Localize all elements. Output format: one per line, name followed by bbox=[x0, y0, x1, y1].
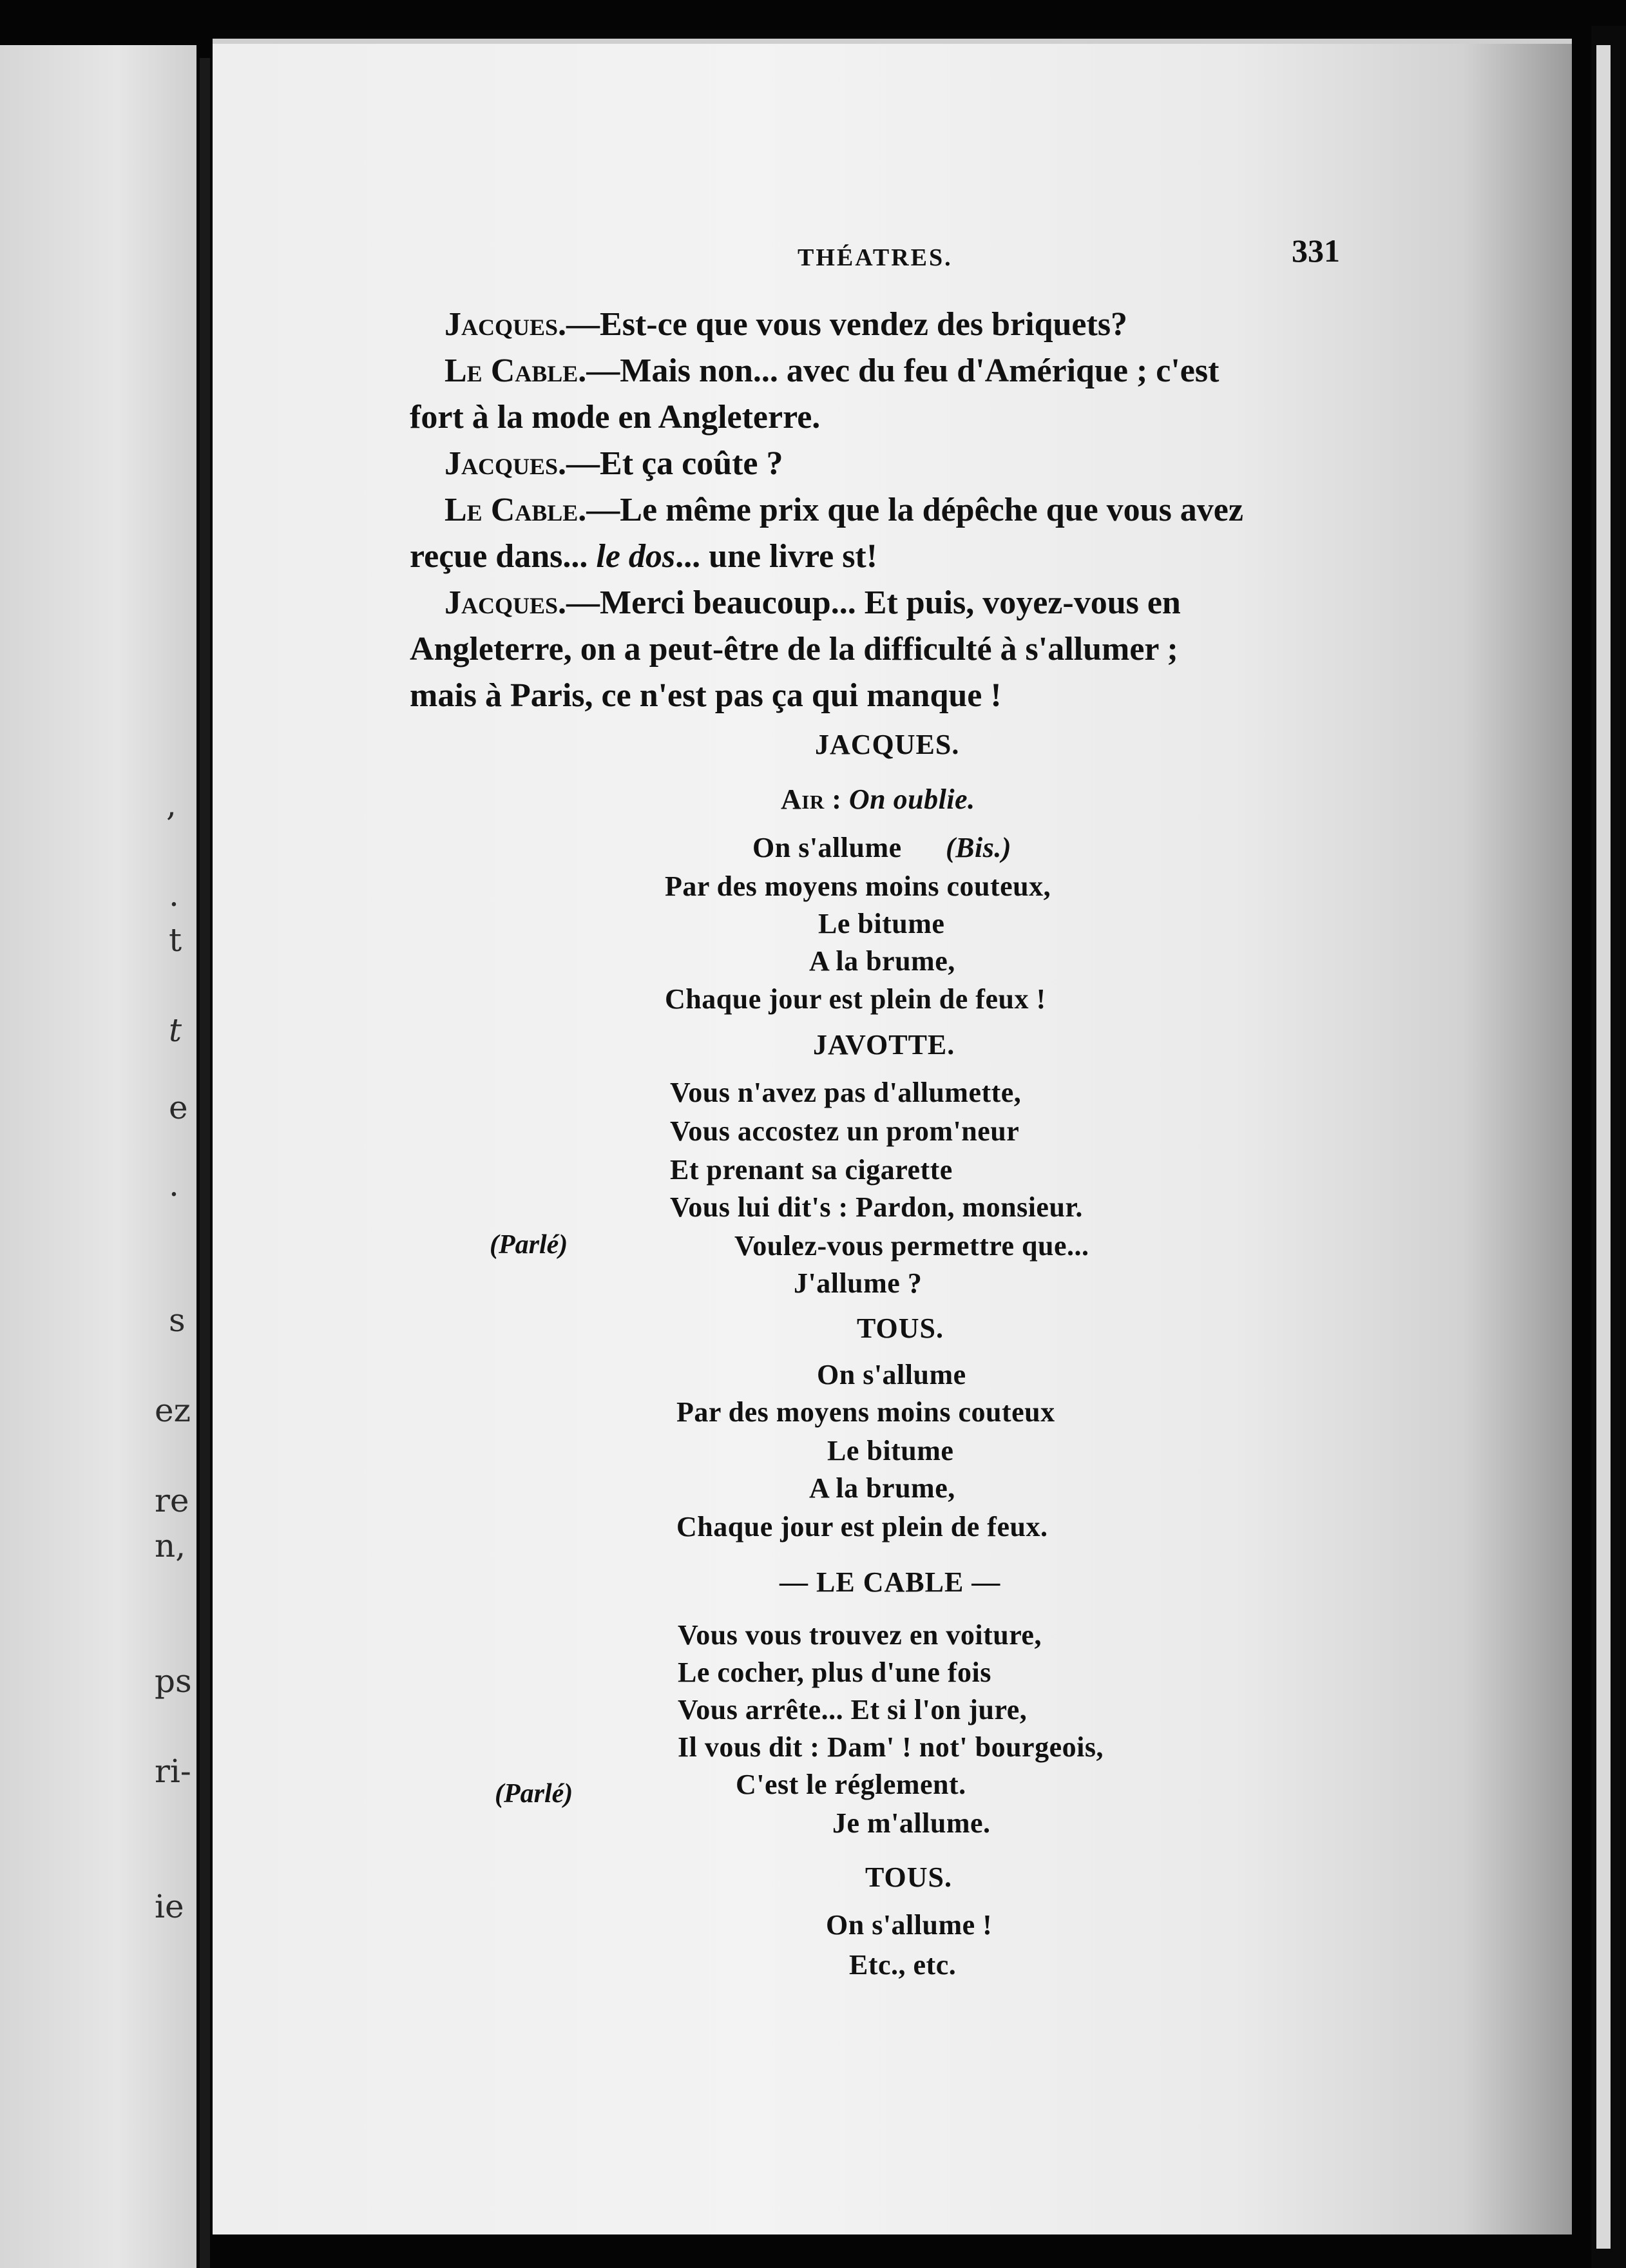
left-fragment: . bbox=[169, 876, 179, 914]
right-page-edge bbox=[1596, 45, 1611, 2249]
chorus-line: Etc., etc. bbox=[849, 1949, 957, 1981]
page-gutter bbox=[200, 58, 210, 2268]
left-fragment: t bbox=[169, 1012, 182, 1049]
verse-line: Le bitume bbox=[818, 908, 945, 939]
singer-heading: — LE CABLE — bbox=[780, 1566, 1001, 1598]
spoken-line: J'allume ? bbox=[794, 1267, 923, 1299]
dialogue-line: Le Cable.—Le même prix que la dépêche que vous avez bbox=[445, 492, 1243, 528]
dialogue-line: Le Cable.—Mais non... avec du feu d'Amérique ; c'est bbox=[445, 352, 1220, 389]
verse-line: Par des moyens moins couteux, bbox=[665, 870, 1051, 902]
chorus-line: A la brume, bbox=[809, 1472, 955, 1504]
chorus-line: Le bitume bbox=[827, 1435, 954, 1466]
left-fragment: re bbox=[155, 1482, 189, 1519]
verse-line: Vous arrête... Et si l'on jure, bbox=[678, 1694, 1028, 1725]
left-fragment: t bbox=[169, 921, 182, 959]
singer-heading: JAVOTTE. bbox=[813, 1029, 955, 1061]
spoken-marker: (Parlé) bbox=[495, 1779, 573, 1809]
air-line: Air : On oublie. bbox=[781, 783, 975, 815]
verse-line: Le cocher, plus d'une fois bbox=[678, 1657, 991, 1688]
chorus-line: On s'allume ! bbox=[826, 1909, 993, 1941]
verse-line: A la brume, bbox=[809, 945, 955, 977]
left-fragment: , bbox=[166, 786, 177, 823]
left-facing-page bbox=[0, 45, 196, 2268]
chorus-line: On s'allume bbox=[817, 1359, 966, 1390]
chorus-line: Chaque jour est plein de feux. bbox=[676, 1511, 1048, 1542]
dialogue-line: reçue dans... le dos... une livre st! bbox=[410, 538, 878, 575]
left-fragment: . bbox=[169, 1166, 179, 1204]
left-fragment: ri- bbox=[155, 1753, 191, 1790]
dialogue-line: Jacques.—Est-ce que vous vendez des briquets? bbox=[445, 306, 1128, 343]
running-title: THÉATRES. bbox=[798, 244, 953, 271]
dialogue-line: Jacques.—Merci beaucoup... Et puis, voyez-vous en bbox=[445, 584, 1181, 621]
left-fragment: ps bbox=[155, 1662, 192, 1700]
left-fragment: s bbox=[169, 1302, 186, 1339]
verse-line: On s'allume bbox=[752, 832, 902, 863]
chorus-line: Par des moyens moins couteux bbox=[676, 1396, 1055, 1428]
verse-line: Chaque jour est plein de feux ! bbox=[665, 983, 1046, 1015]
verse-line: Vous lui dit's : Pardon, monsieur. bbox=[670, 1191, 1083, 1223]
page-number: 331 bbox=[1292, 233, 1340, 269]
left-fragment: e bbox=[169, 1089, 188, 1126]
dialogue-line: mais à Paris, ce n'est pas ça qui manque ! bbox=[410, 677, 1002, 714]
dialogue-line: Jacques.—Et ça coûte ? bbox=[445, 445, 783, 482]
spoken-marker: (Parlé) bbox=[490, 1230, 568, 1260]
verse-line: Vous accostez un prom'neur bbox=[670, 1115, 1020, 1147]
left-fragment: ez bbox=[155, 1392, 191, 1429]
spoken-line: Je m'allume. bbox=[832, 1807, 991, 1839]
dialogue-line: Angleterre, on a peut-être de la difficulté à s'allumer ; bbox=[410, 631, 1178, 668]
left-fragment: ie bbox=[155, 1888, 184, 1925]
singer-heading: JACQUES. bbox=[815, 729, 960, 760]
verse-line: Et prenant sa cigarette bbox=[670, 1154, 953, 1186]
bis-marker: (Bis.) bbox=[946, 832, 1011, 863]
verse-line: Il vous dit : Dam' ! not' bourgeois, bbox=[678, 1731, 1104, 1763]
chorus-heading: TOUS. bbox=[857, 1312, 944, 1344]
chorus-heading: TOUS. bbox=[865, 1861, 953, 1893]
spoken-line: Voulez-vous permettre que... bbox=[734, 1230, 1089, 1262]
dialogue-line: fort à la mode en Angleterre. bbox=[410, 399, 821, 436]
spoken-line: C'est le réglement. bbox=[736, 1769, 966, 1800]
left-fragment: n, bbox=[155, 1527, 186, 1564]
verse-line: Vous n'avez pas d'allumette, bbox=[670, 1077, 1022, 1108]
verse-line: Vous vous trouvez en voiture, bbox=[678, 1619, 1042, 1651]
